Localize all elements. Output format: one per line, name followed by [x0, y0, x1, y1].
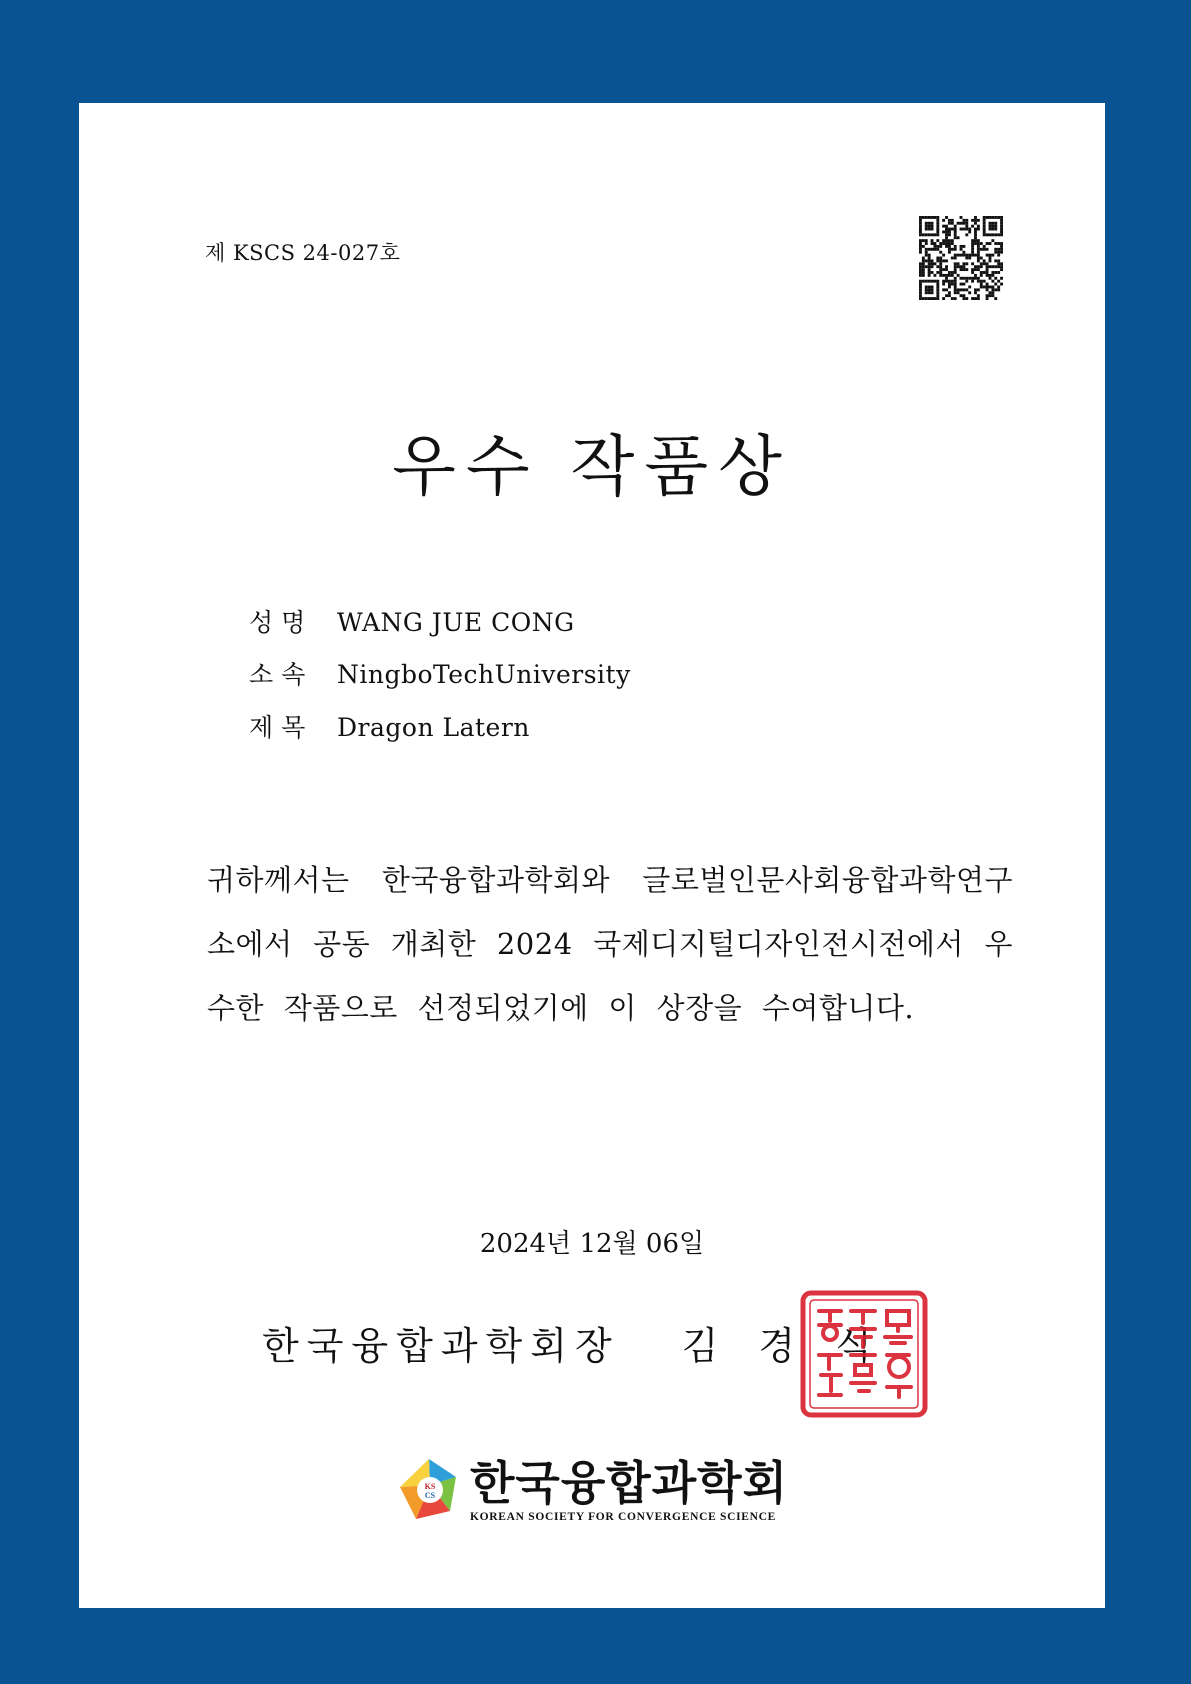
- info-row-name: [249, 603, 575, 639]
- svg-text:KS: KS: [424, 1482, 436, 1491]
- qr-code-icon[interactable]: [919, 216, 1003, 300]
- document-number: 제 KSCS 24-027호: [205, 241, 401, 265]
- organization-logo: [394, 1455, 788, 1525]
- recipient-affiliation: NingboTechUniversity: [337, 660, 631, 689]
- kscs-logo-icon: [394, 1455, 464, 1525]
- certificate-title: 우수 작품상: [392, 428, 792, 505]
- organization-name-english: KOREAN SOCIETY FOR CONVERGENCE SCIENCE: [470, 1511, 777, 1523]
- recipient-name: WANG JUE CONG: [337, 608, 575, 637]
- work-title: Dragon Latern: [337, 713, 530, 742]
- info-label: 제목: [249, 713, 314, 742]
- issue-date: 2024년 12월 06일: [479, 1229, 705, 1259]
- president-title: 한국융합과학회장: [262, 1324, 620, 1368]
- svg-text:CS: CS: [424, 1491, 436, 1500]
- info-row-affiliation: [249, 655, 631, 691]
- official-seal-icon: [799, 1289, 929, 1419]
- info-label: 성명: [249, 608, 314, 637]
- organization-name-korean: 한국융합과학회: [470, 1456, 789, 1510]
- president-name: 김경식: [681, 1324, 912, 1368]
- info-row-title: [249, 708, 530, 744]
- info-label: 소속: [249, 660, 314, 689]
- certificate-sheet: [79, 103, 1105, 1608]
- award-statement: 귀하께서는 한국융합과학회와 글로벌인문사회융합과학연구소에서 공동 개최한 2024 국제디지털디자인전시전에서 우수한 작품으로 선정되었기에 이 상장을 수여합니다.: [207, 863, 1013, 1025]
- logo-text: [470, 1457, 788, 1523]
